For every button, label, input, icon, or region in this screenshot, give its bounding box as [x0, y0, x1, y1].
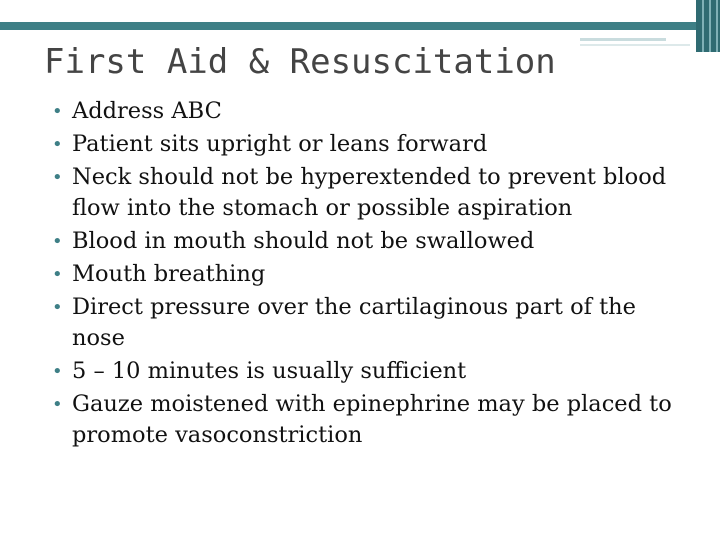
bullet-text: Blood in mouth should not be swallowed [72, 228, 535, 254]
bullet-icon: • [52, 361, 63, 382]
bullet-item [48, 259, 688, 290]
slide-title: First Aid & Resuscitation [44, 42, 556, 82]
bullet-item [48, 292, 688, 354]
bullet-icon: • [52, 134, 63, 155]
bullet-text: Address ABC [72, 98, 222, 124]
corner-stripe [709, 0, 711, 52]
bullet-item [48, 356, 688, 387]
banner-top [0, 0, 696, 22]
corner-decoration [696, 0, 720, 52]
corner-stripe [716, 0, 718, 52]
banner-accent-stripe [0, 22, 696, 30]
bullet-text: Patient sits upright or leans forward [72, 131, 488, 157]
bullet-icon: • [52, 394, 63, 415]
bullet-item [48, 226, 688, 257]
bullet-text: Direct pressure over the cartilaginous part of the nose [72, 294, 636, 351]
bullet-item [48, 96, 688, 127]
bullet-item [48, 162, 688, 224]
bullet-text: 5 – 10 minutes is usually sufficient [72, 358, 467, 384]
bullet-icon: • [52, 264, 63, 285]
bullet-icon: • [52, 297, 63, 318]
bullet-item [48, 389, 688, 451]
corner-stripe [702, 0, 704, 52]
bullet-icon: • [52, 231, 63, 252]
bullet-item [48, 129, 688, 160]
bullet-text: Neck should not be hyperextended to prevent blood flow into the stomach or possible aspiration [72, 164, 667, 221]
bullet-text: Mouth breathing [72, 261, 266, 287]
top-banner [0, 0, 720, 30]
title-rule [580, 44, 690, 46]
bullet-text: Gauze moistened with epinephrine may be placed to promote vasoconstriction [72, 391, 672, 448]
title-rule [580, 38, 666, 41]
bullet-icon: • [52, 167, 63, 188]
bullet-icon: • [52, 101, 63, 122]
bullet-list [48, 96, 688, 453]
